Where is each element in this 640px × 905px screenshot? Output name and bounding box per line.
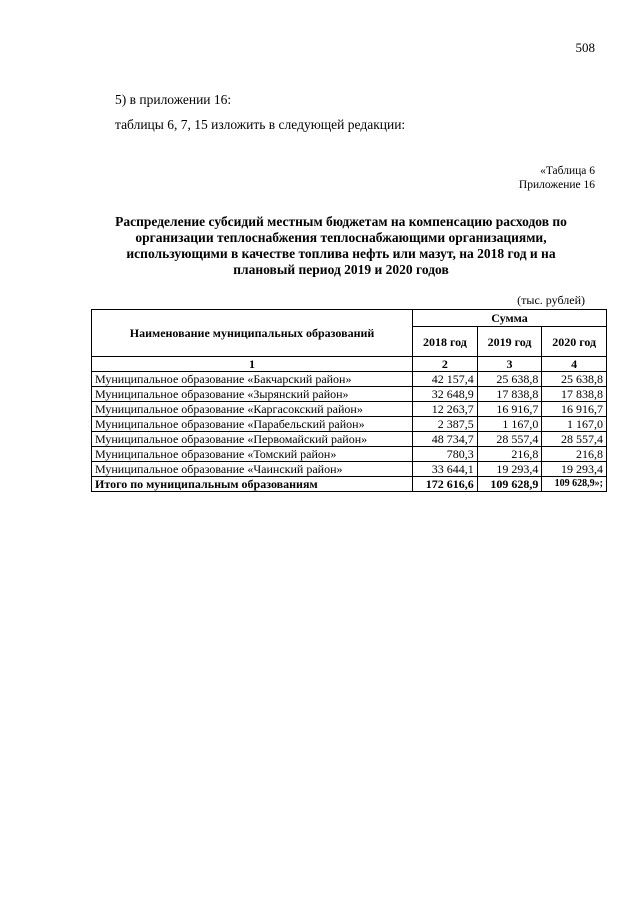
row-value-2018: 780,3 bbox=[413, 447, 478, 462]
row-value-2018: 2 387,5 bbox=[413, 417, 478, 432]
table-reference bbox=[519, 164, 595, 192]
total-value-2019: 109 628,9 bbox=[477, 477, 542, 492]
row-value-2019: 19 293,4 bbox=[477, 462, 542, 477]
row-value-2018: 12 263,7 bbox=[413, 402, 478, 417]
header-year-2018: 2018 год bbox=[413, 327, 478, 357]
row-name: Муниципальное образование «Томский район» bbox=[92, 447, 413, 462]
document-title: Распределение субсидий местным бюджетам на компенсацию расходов по организации теплоснабжения теплоснабжающими организациями, использующими в качестве топлива нефть или мазут, на 2018 год и на плановый период 2019 и 2020 годов bbox=[115, 214, 567, 277]
row-value-2018: 42 157,4 bbox=[413, 372, 478, 387]
row-value-2019: 16 916,7 bbox=[477, 402, 542, 417]
table-row bbox=[92, 462, 607, 477]
row-value-2019: 28 557,4 bbox=[477, 432, 542, 447]
row-value-2019: 1 167,0 bbox=[477, 417, 542, 432]
appendix-label: Приложение 16 bbox=[518, 179, 595, 191]
table-row bbox=[92, 387, 607, 402]
row-value-2020: 28 557,4 bbox=[542, 432, 607, 447]
row-name: Муниципальное образование «Парабельский район» bbox=[92, 417, 413, 432]
table-row bbox=[92, 372, 607, 387]
table-row bbox=[92, 402, 607, 417]
total-value-2020: 109 628,9»; bbox=[542, 477, 607, 492]
row-value-2019: 216,8 bbox=[477, 447, 542, 462]
col-number-3: 3 bbox=[477, 357, 542, 372]
row-value-2020: 1 167,0 bbox=[542, 417, 607, 432]
intro-line-1: 5) в приложении 16: bbox=[115, 92, 232, 107]
col-number-4: 4 bbox=[542, 357, 607, 372]
header-sum: Сумма bbox=[413, 310, 607, 327]
row-value-2020: 17 838,8 bbox=[542, 387, 607, 402]
row-name: Муниципальное образование «Чаинский район» bbox=[92, 462, 413, 477]
row-value-2019: 17 838,8 bbox=[477, 387, 542, 402]
row-value-2018: 48 734,7 bbox=[413, 432, 478, 447]
row-name: Муниципальное образование «Первомайский район» bbox=[92, 432, 413, 447]
table-row bbox=[92, 447, 607, 462]
intro-line-2: таблицы 6, 7, 15 изложить в следующей редакции: bbox=[115, 117, 406, 132]
header-year-2019: 2019 год bbox=[477, 327, 542, 357]
row-value-2020: 19 293,4 bbox=[542, 462, 607, 477]
table-row bbox=[92, 417, 607, 432]
row-value-2018: 33 644,1 bbox=[413, 462, 478, 477]
row-value-2018: 32 648,9 bbox=[413, 387, 478, 402]
header-year-2020: 2020 год bbox=[542, 327, 607, 357]
page-number: 508 bbox=[575, 40, 595, 55]
row-name: Муниципальное образование «Каргасокский район» bbox=[92, 402, 413, 417]
row-name: Муниципальное образование «Бакчарский район» bbox=[92, 372, 413, 387]
subsidy-table bbox=[91, 309, 607, 492]
total-name: Итого по муниципальным образованиям bbox=[92, 477, 413, 492]
total-value-2018: 172 616,6 bbox=[413, 477, 478, 492]
col-number-2: 2 bbox=[413, 357, 478, 372]
units-label: (тыс. рублей) bbox=[517, 293, 585, 307]
table-row bbox=[92, 432, 607, 447]
col-number-1: 1 bbox=[92, 357, 413, 372]
row-name: Муниципальное образование «Зырянский район» bbox=[92, 387, 413, 402]
row-value-2020: 25 638,8 bbox=[542, 372, 607, 387]
row-value-2020: 16 916,7 bbox=[542, 402, 607, 417]
total-row bbox=[92, 477, 607, 492]
row-value-2020: 216,8 bbox=[542, 447, 607, 462]
table-label: «Таблица 6 bbox=[540, 165, 595, 177]
header-name: Наименование муниципальных образований bbox=[92, 310, 413, 357]
row-value-2019: 25 638,8 bbox=[477, 372, 542, 387]
